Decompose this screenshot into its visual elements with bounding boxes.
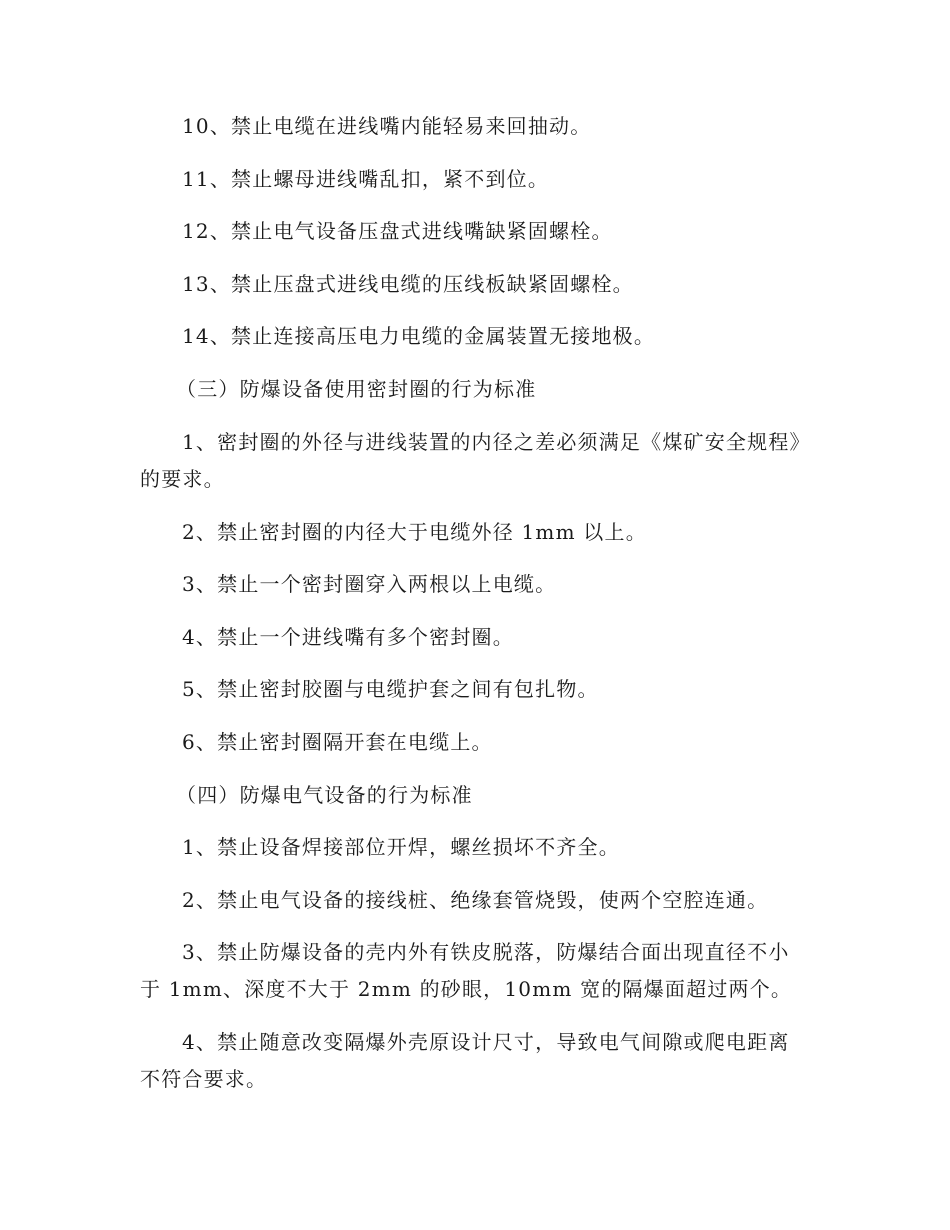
paragraph-item-10: 10、禁止电缆在进线嘴内能轻易来回抽动。 (182, 114, 592, 138)
paragraph-item-14: 14、禁止连接高压电力电缆的金属装置无接地极。 (182, 324, 656, 348)
paragraph-item-12: 12、禁止电气设备压盘式进线嘴缺紧固螺栓。 (182, 219, 613, 243)
paragraph-explosion-4: 4、禁止随意改变隔爆外壳原设计尺寸，导致电气间隙或爬电距离不符合要求。 (140, 1030, 790, 1091)
paragraph-seal-2: 2、禁止密封圈的内径大于电缆外径 1mm 以上。 (182, 520, 647, 544)
paragraph-seal-1: 1、密封圈的外径与进线装置的内径之差必须满足《煤矿安全规程》的要求。 (140, 430, 801, 491)
paragraph-explosion-2: 2、禁止电气设备的接线桩、绝缘套管烧毁，使两个空腔连通。 (182, 888, 769, 912)
paragraph-item-11: 11、禁止螺母进线嘴乱扣，紧不到位。 (182, 167, 550, 191)
section-heading-4: （四）防爆电气设备的行为标准 (176, 783, 473, 807)
paragraph-seal-6: 6、禁止密封圈隔开套在电缆上。 (182, 730, 493, 754)
paragraph-explosion-3: 3、禁止防爆设备的壳内外有铁皮脱落，防爆结合面出现直径不小于 1mm、深度不大于 2mm 的砂眼，10mm 宽的隔爆面超过两个。 (140, 940, 793, 1001)
paragraph-seal-4: 4、禁止一个进线嘴有多个密封圈。 (182, 625, 514, 649)
paragraph-explosion-1: 1、禁止设备焊接部位开焊，螺丝损坏不齐全。 (182, 835, 620, 859)
paragraph-item-13: 13、禁止压盘式进线电缆的压线板缺紧固螺栓。 (182, 272, 634, 296)
paragraph-seal-5: 5、禁止密封胶圈与电缆护套之间有包扎物。 (182, 677, 599, 701)
section-heading-3: （三）防爆设备使用密封圈的行为标准 (176, 377, 537, 401)
paragraph-seal-3: 3、禁止一个密封圈穿入两根以上电缆。 (182, 572, 557, 596)
